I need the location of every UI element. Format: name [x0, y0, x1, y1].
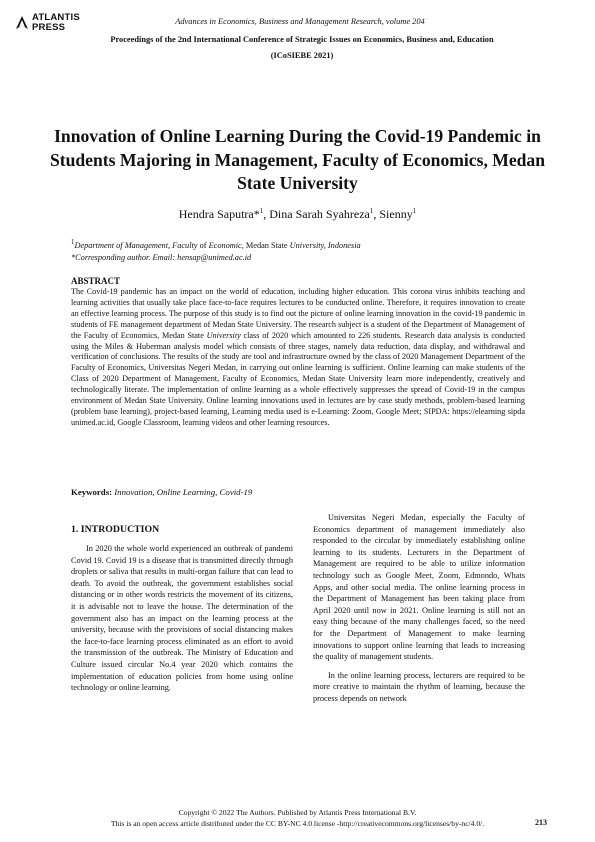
affiliation-mark: 1 [71, 239, 75, 246]
proceedings-header: Proceedings of the 2nd International Conference of Strategic Issues on Economics, Business and, Education (ICoSIEBE 2021) [110, 35, 494, 60]
author-separator: , [373, 207, 380, 221]
author-affiliation-mark: 1 [259, 207, 264, 215]
author-affiliation-mark: 1 [412, 207, 417, 215]
affiliation-department: Department of Management, Faculty [74, 240, 198, 250]
affiliation-economic: Economic, [208, 240, 244, 250]
author-affiliation-mark: 1 [369, 207, 374, 215]
author-list [60, 207, 535, 222]
logo-line-1: ATLANTIS [32, 12, 80, 23]
author-name: Dina Sarah Syahreza [269, 207, 370, 221]
abstract-text-part-2: class of 2020 which amounted to 226 students. Research data analysis is conducted using the Miles & Huberman analysis model which consists of three stages, namely data reduction, data display, and withdrawal and verification of conclusions. The results of the study are tool and infrastructure owned by the class of 2020 Management Department of the Faculty of Economics, Universitas Negeri Medan, in carrying out online learning is sufficient. Online learning can make students of the Class of 2020 Department of Management, Faculty of Economics, Medan State University learn more independently, creatively and technologically literate. The implementation of online learning as a whole effectively suppresses the spread of Covid-19 in the campus environment of Medan State University. Online learning innovations used in lectures are by case study methods, problem-based learning (problem base learning), project-based learning, Learning media used is e-Learning: Zoom, Google Meet; SIPDA: https://elearning sipda unimed.ac.id, Google Classroom, learning videos and other learning resources. [71, 330, 525, 427]
atlantis-press-logo-icon [14, 15, 30, 31]
author-separator: , [263, 207, 270, 221]
abstract-heading: ABSTRACT [71, 276, 121, 286]
footer [60, 808, 535, 829]
paper-title: Innovation of Online Learning During the Covid-19 Pandemic in Students Majoring in Management, Faculty of Economics, Medan State University [49, 126, 546, 193]
paragraph: Universitas Negeri Medan, especially the Faculty of Economics department of management immediately also responded to the circular by immediately establishing online learning to its students. Lecturers in the Department of Management are required to be able to utilize information technology such as Google Meet, Zoom, Edmondo, Whats Apps, and other social media. The online learning process in the Department of Management has been taking place from April 2020 until now in 2021. Online learning is still not an easy thing because of the many challenges faced, so the need for the Department of Management to make learning innovations to support online learning that leads to increasing the quality of management students. [313, 513, 525, 662]
affiliation-block [71, 237, 531, 264]
copyright-line: Copyright © 2022 The Authors. Published by Atlantis Press International B.V. [178, 808, 417, 817]
logo-line-2: PRESS [32, 22, 66, 33]
atlantis-press-logo [14, 13, 92, 37]
affiliation-university-b: University, Indonesia [289, 240, 361, 250]
series-header: Advances in Economics, Business and Management Research, volume 204 [175, 17, 425, 26]
page-number: 213 [535, 818, 547, 827]
left-column [71, 543, 293, 701]
abstract-text [71, 287, 525, 429]
license-line: This is an open access article distributed under the CC BY-NC 4.0 license -http://creativecommons.org/licenses/by-nc/4.0/. [110, 818, 485, 828]
right-column [313, 512, 525, 712]
affiliation-line [71, 237, 531, 252]
abstract-text-italic: University [206, 330, 241, 340]
author-name: Sienny [379, 207, 413, 221]
keywords-list: Innovation, Online Learning, Covid-19 [112, 487, 253, 497]
corresponding-author: *Corresponding author. Email: hensap@unimed.ac.id [71, 252, 252, 262]
affiliation-of: of [197, 240, 209, 250]
affiliation-university-a: Medan State [243, 240, 290, 250]
author-name: Hendra Saputra* [178, 207, 260, 221]
abstract-text-part-1: The Covid-19 pandemic has an impact on the world of education, including higher education. This corona virus inhibits teaching and learning activities that usually take place face-to-face requires lectures to be conducted online. Therefore, it requires innovation to create an effective learning process. The purpose of this study is to find out the picture of online learning innovation in the covid-19 pandemic in students of FE management department of Medan State University. The research subject is a student of the Department of Management of the Faculty of Economics, Medan State [71, 287, 525, 340]
paragraph: In the online learning process, lecturers are required to be more creative to maintain the rhythm of learning, because the process depends on network [313, 670, 525, 703]
keywords [71, 487, 252, 497]
paragraph: In 2020 the whole world experienced an outbreak of pandemi Covid 19. Covid 19 is a disease that is transmitted directly through droplets or saliva that results in multi-organ failure that can lead to death. To avoid the outbreak, the government establishes social distancing or in other words restricts the movement of its citizens, it is advisable not to leave the house. The determination of the government also has an impact on the learning process at the university, because with the provisions of social distancing makes the face-to-face learning process eliminated as an effort to avoid the transmission of the outbreak. The Ministry of Education and Culture issued circular No.4 year 2020 which contains the implementation of education policies from home using online technology or online learning. [71, 544, 293, 693]
keywords-label: Keywords: [71, 487, 113, 497]
section-heading-introduction: 1. INTRODUCTION [71, 524, 160, 535]
